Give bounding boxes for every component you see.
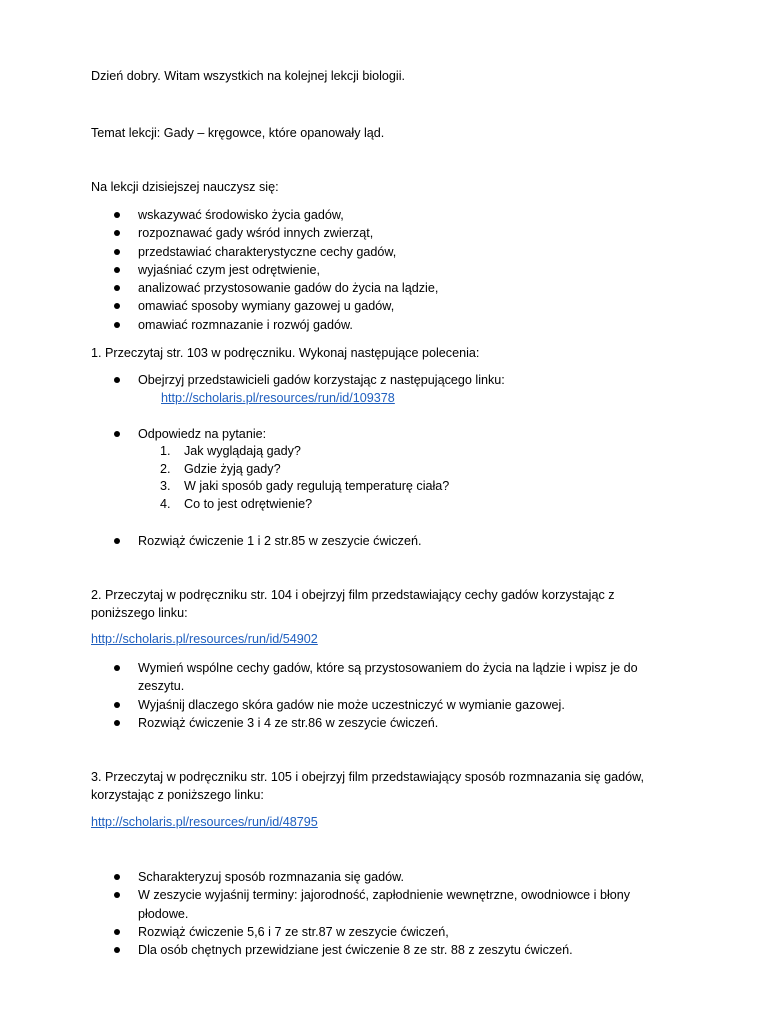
list-item: omawiać rozmnazanie i rozwój gadów. <box>112 316 438 334</box>
list-item: Obejrzyj przedstawicieli gadów korzystając z następującego linku: <box>112 371 505 389</box>
list-item: omawiać sposoby wymiany gazowej u gadów, <box>112 297 438 315</box>
bullet-icon <box>114 702 120 708</box>
task2-link[interactable]: http://scholaris.pl/resources/run/id/54902 <box>91 632 318 646</box>
list-item: analizować przystosowanie gadów do życia na lądzie, <box>112 279 438 297</box>
bullet-icon <box>114 285 120 291</box>
bullet-icon <box>114 212 120 218</box>
task1-answer-list <box>112 425 266 443</box>
list-item: Wyjaśnij dlaczego skóra gadów nie może uczestniczyć w wymianie gazowej. <box>112 696 658 714</box>
list-item: Rozwiąż ćwiczenie 3 i 4 ze str.86 w zeszycie ćwiczeń. <box>112 714 658 732</box>
bullet-icon <box>114 929 120 935</box>
intro-text: Na lekcji dzisiejszej nauczysz się: <box>91 180 279 194</box>
bullet-icon <box>114 892 120 898</box>
task1-exercise-list <box>112 532 421 550</box>
bullet-icon <box>114 377 120 383</box>
bullet-icon <box>114 874 120 880</box>
bullet-icon <box>114 431 120 437</box>
list-item: wskazywać środowisko życia gadów, <box>112 206 438 224</box>
task3-link[interactable]: http://scholaris.pl/resources/run/id/48795 <box>91 815 318 829</box>
greeting-text: Dzień dobry. Witam wszystkich na kolejnej lekcji biologii. <box>91 69 406 83</box>
bullet-icon <box>114 267 120 273</box>
task1-link[interactable]: http://scholaris.pl/resources/run/id/109378 <box>161 391 395 405</box>
task2-list <box>112 659 658 732</box>
bullet-icon <box>114 665 120 671</box>
list-item: wyjaśniać czym jest odrętwienie, <box>112 261 438 279</box>
list-item: Odpowiedz na pytanie: <box>112 425 266 443</box>
questions-list <box>160 443 449 513</box>
bullet-icon <box>114 720 120 726</box>
task1-heading: 1. Przeczytaj str. 103 w podręczniku. Wykonaj następujące polecenia: <box>91 346 480 360</box>
list-item: rozpoznawać gady wśród innych zwierząt, <box>112 224 438 242</box>
lesson-goals-list <box>112 206 438 334</box>
task3-list <box>112 868 668 959</box>
list-item: Scharakteryzuj sposób rozmnazania się gadów. <box>112 868 668 886</box>
bullet-icon <box>114 947 120 953</box>
lesson-topic: Temat lekcji: Gady – kręgowce, które opanowały ląd. <box>91 126 385 140</box>
bullet-icon <box>114 303 120 309</box>
bullet-icon <box>114 538 120 544</box>
task2-heading: 2. Przeczytaj w podręczniku str. 104 i obejrzyj film przedstawiający cechy gadów korzystając z poniższego linku: <box>91 588 615 620</box>
list-item: 1. Jak wyglądają gady? <box>160 444 301 458</box>
list-item: przedstawiać charakterystyczne cechy gadów, <box>112 243 438 261</box>
bullet-icon <box>114 322 120 328</box>
task3-heading: 3. Przeczytaj w podręczniku str. 105 i obejrzyj film przedstawiający sposób rozmnazania się gadów, korzystając z poniższego linku: <box>91 770 644 802</box>
list-item: W zeszycie wyjaśnij terminy: jajorodność, zapłodnienie wewnętrzne, owodniowce i błony płodowe. <box>112 886 668 923</box>
bullet-icon <box>114 249 120 255</box>
list-item: 3. W jaki sposób gady regulują temperaturę ciała? <box>160 479 450 494</box>
list-item: Rozwiąż ćwiczenie 5,6 i 7 ze str.87 w zeszycie ćwiczeń, <box>112 923 668 941</box>
list-item: Dla osób chętnych przewidziane jest ćwiczenie 8 ze str. 88 z zeszytu ćwiczeń. <box>112 941 668 959</box>
list-item: 2. Gdzie żyją gady? <box>160 461 281 476</box>
bullet-icon <box>114 230 120 236</box>
task1-watch-list <box>112 371 505 389</box>
list-item: Wymień wspólne cechy gadów, które są przystosowaniem do życia na lądzie i wpisz je do zeszytu. <box>112 659 658 696</box>
list-item: 4. Co to jest odrętwienie? <box>160 496 313 511</box>
list-item: Rozwiąż ćwiczenie 1 i 2 str.85 w zeszycie ćwiczeń. <box>112 532 421 550</box>
